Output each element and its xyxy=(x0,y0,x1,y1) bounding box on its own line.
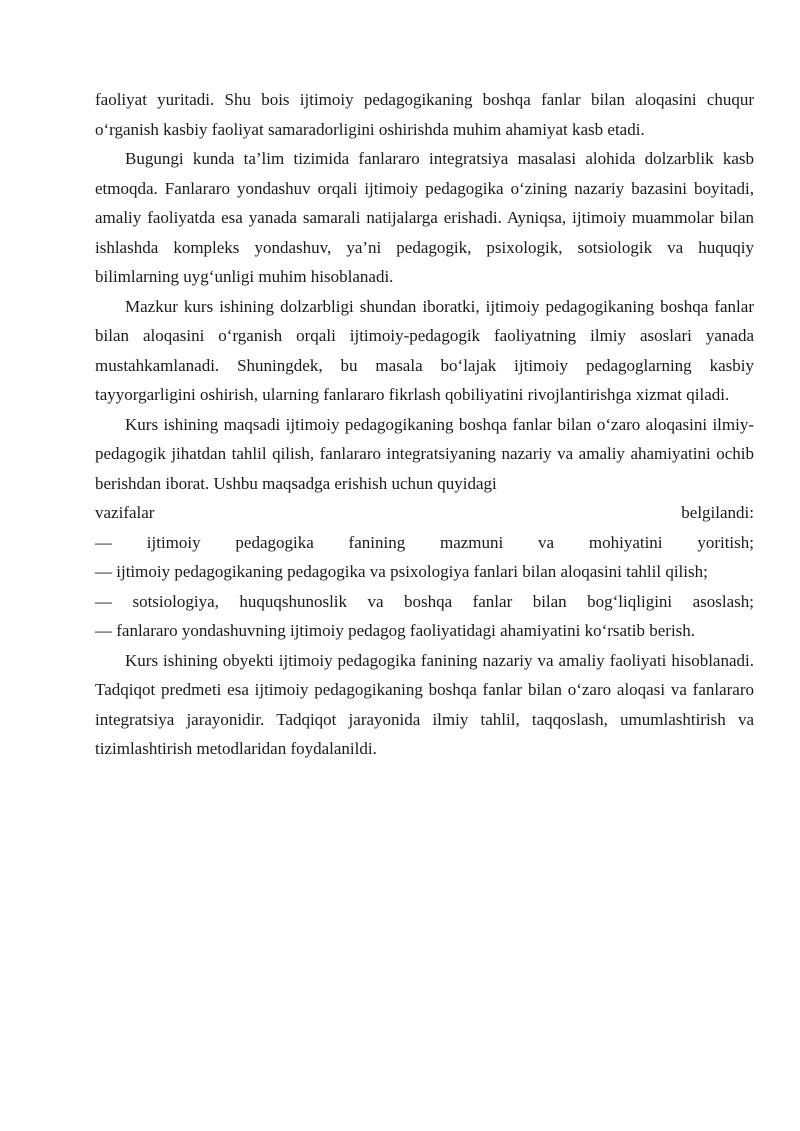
task-item-3: — sotsiologiya, huquqshunoslik va boshqa fanlar bilan bog‘liqligini asoslash; xyxy=(95,591,754,611)
defined-word: belgilandi: xyxy=(681,503,754,522)
task-item-4: — fanlararo yondashuvning ijtimoiy pedagog faoliyatidagi ahamiyatini ko‘rsatib berish. xyxy=(95,621,696,640)
paragraph-goal: Kurs ishining maqsadi ijtimoiy pedagogikaning boshqa fanlar bilan o‘zaro aloqasini ilmiy-pedagogik jihatdan tahlil qilish, fanlararo integratsiyaning nazariy va amaliy ahamiyatini ochib berishdan iborat. Ushbu maqsadga erishish uchun quyidagi xyxy=(95,414,754,493)
paragraph-integration: Bugungi kunda ta’lim tizimida fanlararo integratsiya masalasi alohida dolzarblik kasb etmoqda. Fanlararo yondashuv orqali ijtimoiy pedagogika o‘zining nazariy bazasini boyitadi, amaliy faoliyatda esa yanada samarali natijalarga erishadi. Ayniqsa, ijtimoiy muammolar bilan ishlashda kompleks yondashuv, ya’ni pedagogik, psixologik, sotsiologik va huquqiy bilimlarning uyg‘unligi muhim hisoblanadi. xyxy=(95,149,754,286)
tasks-line xyxy=(95,498,754,528)
tasks-word: vazifalar xyxy=(95,503,155,522)
paragraph-object: Kurs ishining obyekti ijtimoiy pedagogika fanining nazariy va amaliy faoliyati hisoblanadi. Tadqiqot predmeti esa ijtimoiy pedagogikaning boshqa fanlar bilan o‘zaro aloqasi va fanlararo integratsiya jarayonidir. Tadqiqot jarayonida ilmiy tahlil, taqqoslash, umumlashtirish va tizimlashtirish metodlaridan foydalanildi. xyxy=(95,650,754,758)
document-page xyxy=(95,85,754,764)
task-item-1: — ijtimoiy pedagogika fanining mazmuni va mohiyatini yoritish; xyxy=(95,532,754,552)
task-item-2: — ijtimoiy pedagogikaning pedagogika va psixologiya fanlari bilan aloqasini tahlil qilish; xyxy=(95,562,708,581)
paragraph-continuation: faoliyat yuritadi. Shu bois ijtimoiy pedagogikaning boshqa fanlar bilan aloqasini chuqur o‘rganish kasbiy faoliyat samaradorligini oshirishda muhim ahamiyat kasb etadi. xyxy=(95,90,754,139)
paragraph-relevance: Mazkur kurs ishining dolzarbligi shundan iboratki, ijtimoiy pedagogikaning boshqa fanlar bilan aloqasini o‘rganish orqali ijtimoiy-pedagogik faoliyatning ilmiy asoslari yanada mustahkamlanadi. Shuningdek, bu masala bo‘lajak ijtimoiy pedagoglarning kasbiy tayyorgarligini oshirish, ularning fanlararo fikrlash qobiliyatini rivojlantirishga xizmat qiladi. xyxy=(95,296,754,404)
